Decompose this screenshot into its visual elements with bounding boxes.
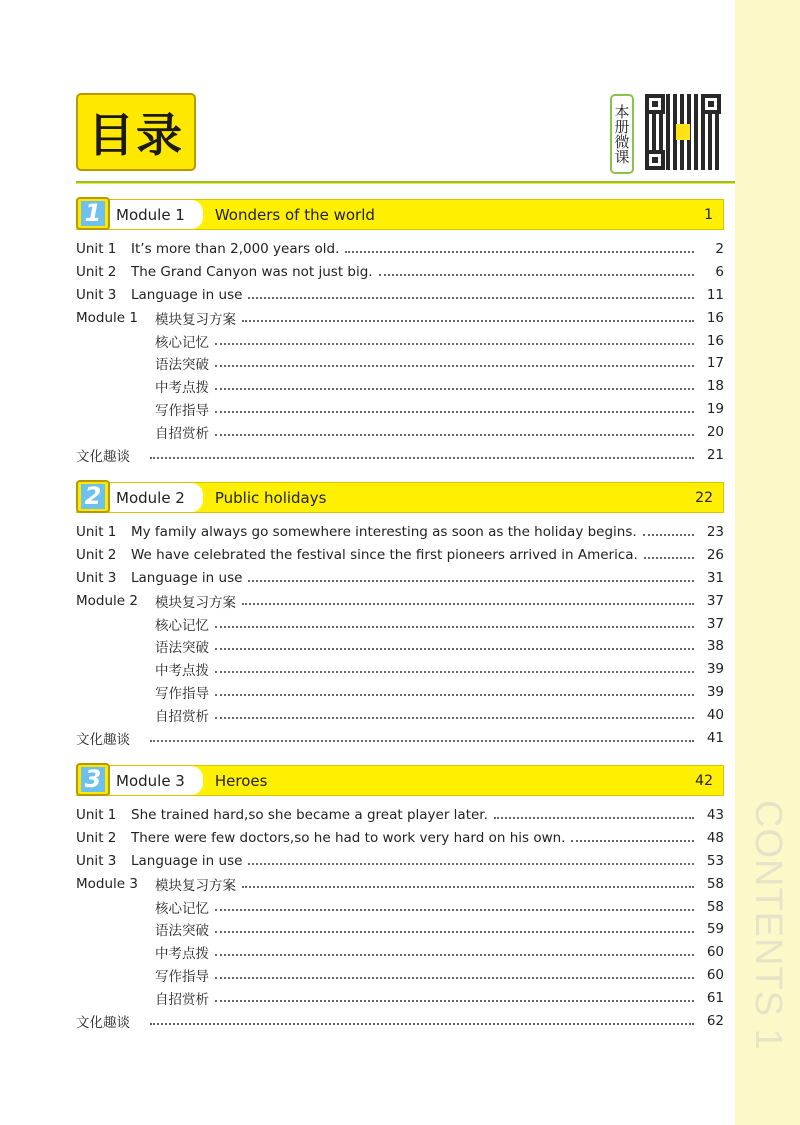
page-number: 21 bbox=[706, 446, 724, 463]
module-label: Module 1 bbox=[110, 200, 203, 229]
page-number: 60 bbox=[706, 944, 724, 961]
toc-entry[interactable] bbox=[76, 850, 724, 873]
page-number: 62 bbox=[706, 1012, 724, 1029]
entry-title: 语法突破 bbox=[155, 357, 209, 374]
module-header[interactable] bbox=[76, 765, 724, 796]
module-header[interactable] bbox=[76, 199, 724, 230]
dot-leader bbox=[345, 251, 694, 253]
module-number-badge bbox=[76, 480, 110, 513]
dot-leader bbox=[215, 977, 694, 979]
entry-title: 写作指导 bbox=[155, 968, 209, 985]
entry-title: 核心记忆 bbox=[155, 334, 209, 351]
dot-leader bbox=[571, 840, 694, 842]
dot-leader bbox=[215, 343, 694, 345]
entry-title: 自招赏析 bbox=[155, 425, 209, 442]
dot-leader bbox=[643, 534, 694, 536]
toc-subentry[interactable] bbox=[76, 329, 724, 352]
unit-label: Unit 1 bbox=[76, 807, 117, 824]
page-number: 18 bbox=[706, 378, 724, 395]
toc-entry[interactable] bbox=[76, 1009, 724, 1032]
page-number: 48 bbox=[706, 830, 724, 847]
toc-entry[interactable] bbox=[76, 567, 724, 590]
page-title: 目录 bbox=[88, 108, 184, 162]
module-number-badge bbox=[76, 763, 110, 796]
dot-leader bbox=[248, 297, 694, 299]
dot-leader bbox=[644, 557, 694, 559]
page-number: 6 bbox=[715, 264, 724, 281]
unit-label: Unit 3 bbox=[76, 852, 117, 869]
page-number: 16 bbox=[706, 309, 724, 326]
review-label: Module 2 bbox=[76, 592, 138, 609]
dot-leader bbox=[215, 717, 694, 719]
dot-leader bbox=[494, 817, 694, 819]
entry-title: 核心记忆 bbox=[155, 617, 209, 634]
unit-label: Unit 1 bbox=[76, 524, 117, 541]
entry-title: The Grand Canyon was not just big. bbox=[131, 264, 373, 281]
module-number: 2 bbox=[81, 484, 105, 509]
toc-subentry[interactable] bbox=[76, 895, 724, 918]
page-number: 26 bbox=[706, 547, 724, 564]
dot-leader bbox=[215, 365, 694, 367]
toc-entry[interactable] bbox=[76, 544, 724, 567]
module-label: Module 2 bbox=[110, 483, 203, 512]
module-header[interactable] bbox=[76, 482, 724, 513]
module-page: 1 bbox=[704, 206, 713, 223]
page-title-box bbox=[76, 93, 196, 171]
qr-code-icon[interactable] bbox=[645, 94, 721, 170]
toc-entry[interactable] bbox=[76, 284, 724, 307]
dot-leader bbox=[150, 457, 694, 459]
entry-title: My family always go somewhere interesting as soon as the holiday begins. bbox=[131, 524, 637, 541]
module-page: 42 bbox=[695, 772, 713, 789]
unit-label: Unit 2 bbox=[76, 830, 117, 847]
page-number: 17 bbox=[706, 355, 724, 372]
side-page-number: 1 bbox=[747, 1028, 789, 1051]
entry-title: 文化趣谈 bbox=[76, 731, 130, 748]
toc-entry[interactable] bbox=[76, 238, 724, 261]
entry-title: Language in use bbox=[131, 286, 243, 303]
dot-leader bbox=[242, 603, 694, 605]
dot-leader bbox=[215, 648, 694, 650]
module-label: Module 3 bbox=[110, 766, 203, 795]
page-number: 53 bbox=[706, 852, 724, 869]
key-icon bbox=[676, 124, 690, 140]
module-section bbox=[76, 199, 724, 466]
entry-title: 核心记忆 bbox=[155, 900, 209, 917]
page-number: 37 bbox=[706, 592, 724, 609]
entry-title: We have celebrated the festival since the first pioneers arrived in America. bbox=[131, 547, 638, 564]
module-section bbox=[76, 482, 724, 749]
toc-subentry[interactable] bbox=[76, 375, 724, 398]
toc-entry[interactable] bbox=[76, 306, 724, 329]
page-number: 43 bbox=[706, 807, 724, 824]
module-title: Public holidays bbox=[214, 488, 327, 507]
page-number: 39 bbox=[706, 661, 724, 678]
module-number: 3 bbox=[81, 767, 105, 792]
toc-subentry[interactable] bbox=[76, 681, 724, 704]
entry-title: There were few doctors,so he had to work very hard on his own. bbox=[131, 830, 566, 847]
page-number: 61 bbox=[706, 989, 724, 1006]
unit-label: Unit 3 bbox=[76, 569, 117, 586]
toc-entry[interactable] bbox=[76, 261, 724, 284]
entry-title: 自招赏析 bbox=[155, 991, 209, 1008]
toc-subentry[interactable] bbox=[76, 941, 724, 964]
page-number: 11 bbox=[706, 286, 724, 303]
unit-label: Unit 1 bbox=[76, 241, 117, 258]
entry-title: 文化趣谈 bbox=[76, 1014, 130, 1031]
entry-title: 中考点拨 bbox=[155, 946, 209, 963]
module-title: Wonders of the world bbox=[214, 205, 375, 224]
page-number: 31 bbox=[706, 569, 724, 586]
toc-subentry[interactable] bbox=[76, 703, 724, 726]
contents-label: CONTENTS bbox=[747, 800, 789, 1017]
page-number: 41 bbox=[706, 729, 724, 746]
entry-title: 中考点拨 bbox=[155, 380, 209, 397]
entry-title: 写作指导 bbox=[155, 402, 209, 419]
dot-leader bbox=[379, 274, 694, 276]
page-number: 16 bbox=[706, 332, 724, 349]
divider bbox=[76, 181, 735, 184]
toc-entry[interactable] bbox=[76, 521, 724, 544]
toc-entry[interactable] bbox=[76, 804, 724, 827]
dot-leader bbox=[215, 931, 694, 933]
page-number: 2 bbox=[715, 241, 724, 258]
entry-title: 模块复习方案 bbox=[155, 594, 236, 611]
toc-subentry[interactable] bbox=[76, 398, 724, 421]
entry-title: 中考点拨 bbox=[155, 663, 209, 680]
page-number: 58 bbox=[706, 875, 724, 892]
toc-subentry[interactable] bbox=[76, 986, 724, 1009]
entry-title: 自招赏析 bbox=[155, 708, 209, 725]
toc-entry[interactable] bbox=[76, 589, 724, 612]
page-number: 59 bbox=[706, 921, 724, 938]
toc-subentry[interactable] bbox=[76, 964, 724, 987]
page-number: 38 bbox=[706, 638, 724, 655]
toc-entry[interactable] bbox=[76, 872, 724, 895]
module-section bbox=[76, 765, 724, 1032]
entry-title: Language in use bbox=[131, 569, 243, 586]
dot-leader bbox=[215, 954, 694, 956]
page-number: 19 bbox=[706, 400, 724, 417]
entry-title: 写作指导 bbox=[155, 685, 209, 702]
page-number: 37 bbox=[706, 615, 724, 632]
dot-leader bbox=[215, 671, 694, 673]
module-title: Heroes bbox=[214, 771, 268, 790]
dot-leader bbox=[215, 411, 694, 413]
dot-leader bbox=[150, 1023, 694, 1025]
dot-leader bbox=[215, 909, 694, 911]
dot-leader bbox=[248, 863, 694, 865]
dot-leader bbox=[215, 434, 694, 436]
toc-subentry[interactable] bbox=[76, 352, 724, 375]
entry-title: Language in use bbox=[131, 852, 243, 869]
page-number: 60 bbox=[706, 966, 724, 983]
page-number: 39 bbox=[706, 683, 724, 700]
toc-subentry[interactable] bbox=[76, 420, 724, 443]
dot-leader bbox=[215, 626, 694, 628]
module-page: 22 bbox=[695, 489, 713, 506]
toc-entry[interactable] bbox=[76, 443, 724, 466]
entry-title: She trained hard,so she became a great player later. bbox=[131, 807, 488, 824]
micro-course-label: 本册微课 bbox=[610, 94, 634, 174]
page-number: 40 bbox=[706, 706, 724, 723]
module-number-badge bbox=[76, 197, 110, 230]
toc-subentry[interactable] bbox=[76, 918, 724, 941]
entry-title: It’s more than 2,000 years old. bbox=[131, 241, 340, 258]
entry-title: 语法突破 bbox=[155, 640, 209, 657]
review-label: Module 1 bbox=[76, 309, 138, 326]
toc-entry[interactable] bbox=[76, 726, 724, 749]
dot-leader bbox=[215, 1000, 694, 1002]
page-number: 58 bbox=[706, 898, 724, 915]
dot-leader bbox=[242, 320, 694, 322]
review-label: Module 3 bbox=[76, 875, 138, 892]
entry-title: 模块复习方案 bbox=[155, 877, 236, 894]
entry-title: 文化趣谈 bbox=[76, 448, 130, 465]
unit-label: Unit 3 bbox=[76, 286, 117, 303]
entry-title: 语法突破 bbox=[155, 923, 209, 940]
module-number: 1 bbox=[81, 201, 105, 226]
toc-subentry[interactable] bbox=[76, 635, 724, 658]
toc-entry[interactable] bbox=[76, 827, 724, 850]
page-number: 20 bbox=[706, 423, 724, 440]
unit-label: Unit 2 bbox=[76, 264, 117, 281]
toc-subentry[interactable] bbox=[76, 658, 724, 681]
dot-leader bbox=[215, 694, 694, 696]
dot-leader bbox=[242, 886, 694, 888]
unit-label: Unit 2 bbox=[76, 547, 117, 564]
toc-subentry[interactable] bbox=[76, 612, 724, 635]
dot-leader bbox=[248, 580, 694, 582]
side-label bbox=[746, 800, 789, 1051]
entry-title: 模块复习方案 bbox=[155, 311, 236, 328]
dot-leader bbox=[215, 388, 694, 390]
page-number: 23 bbox=[706, 524, 724, 541]
dot-leader bbox=[150, 740, 694, 742]
